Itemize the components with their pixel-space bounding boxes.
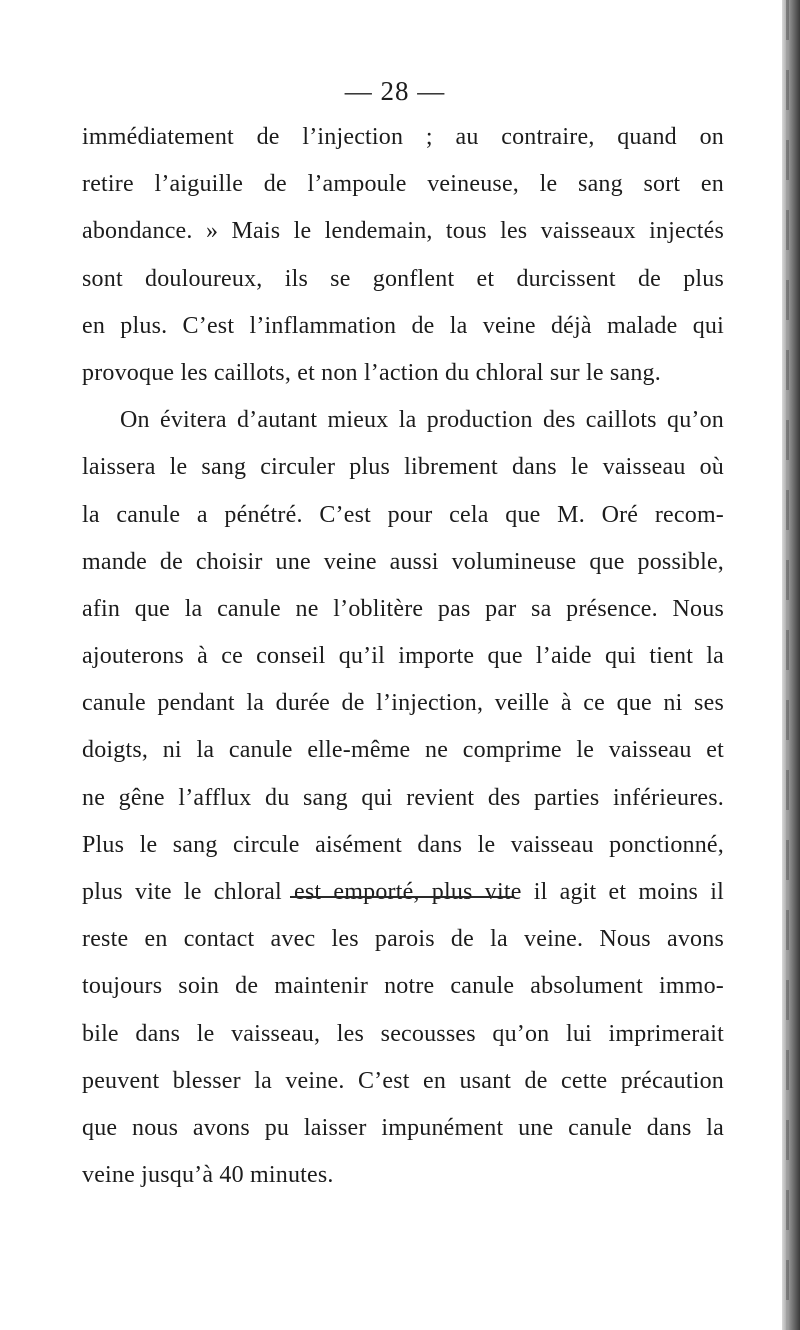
text-line: On évitera d’autant mieux la production des caillots qu’on	[120, 407, 724, 434]
page-number: — 28 —	[344, 76, 446, 106]
section-end-rule	[290, 896, 514, 898]
text-line: mande de choisir une veine aussi volumineuse que possible,	[82, 548, 724, 575]
text-line: abondance. » Mais le lendemain, tous les vaisseaux injectés	[82, 218, 724, 245]
text-line: toujours soin de maintenir notre canule absolument immo-	[82, 973, 724, 1000]
text-line: canule pendant la durée de l’injection, veille à ce que ni ses	[82, 690, 724, 717]
text-line: ajouterons à ce conseil qu’il importe que l’aide qui tient la	[82, 643, 724, 670]
text-line: peuvent blesser la veine. C’est en usant de cette précaution	[82, 1067, 724, 1094]
text-line: bile dans le vaisseau, les secousses qu’on lui imprimerait	[82, 1020, 724, 1047]
text-line: veine jusqu’à 40 minutes.	[82, 1162, 334, 1189]
text-line: immédiatement de l’injection ; au contraire, quand on	[82, 124, 724, 150]
text-line: plus vite le chloral est emporté, plus vite il agit et moins il	[82, 879, 724, 905]
text-line: doigts, ni la canule elle-même ne comprime le vaisseau et	[82, 737, 724, 764]
text-line: ne gêne l’afflux du sang qui revient des parties inférieures.	[82, 784, 724, 811]
text-line: provoque les caillots, et non l’action du chloral sur le sang.	[82, 359, 661, 386]
text-line: en plus. C’est l’inflammation de la veine déjà malade qui	[82, 312, 724, 339]
text-line: laissera le sang circuler plus librement dans le vaisseau où	[82, 454, 724, 481]
body-text	[82, 114, 724, 1199]
text-line: la canule a pénétré. C’est pour cela que M. Oré recom-	[82, 501, 724, 528]
text-line: afin que la canule ne l’oblitère pas par sa présence. Nous	[82, 595, 724, 622]
text-line: retire l’aiguille de l’ampoule veineuse, le sang sort en	[82, 171, 724, 198]
text-line: Plus le sang circule aisément dans le vaisseau ponctionné,	[82, 831, 724, 858]
text-line: sont douloureux, ils se gonflent et durcissent de plus	[82, 265, 724, 292]
page-binding-edge	[782, 0, 800, 1330]
text-line: que nous avons pu laisser impunément une canule dans la	[82, 1114, 724, 1141]
text-line: reste en contact avec les parois de la veine. Nous avons	[82, 926, 724, 953]
